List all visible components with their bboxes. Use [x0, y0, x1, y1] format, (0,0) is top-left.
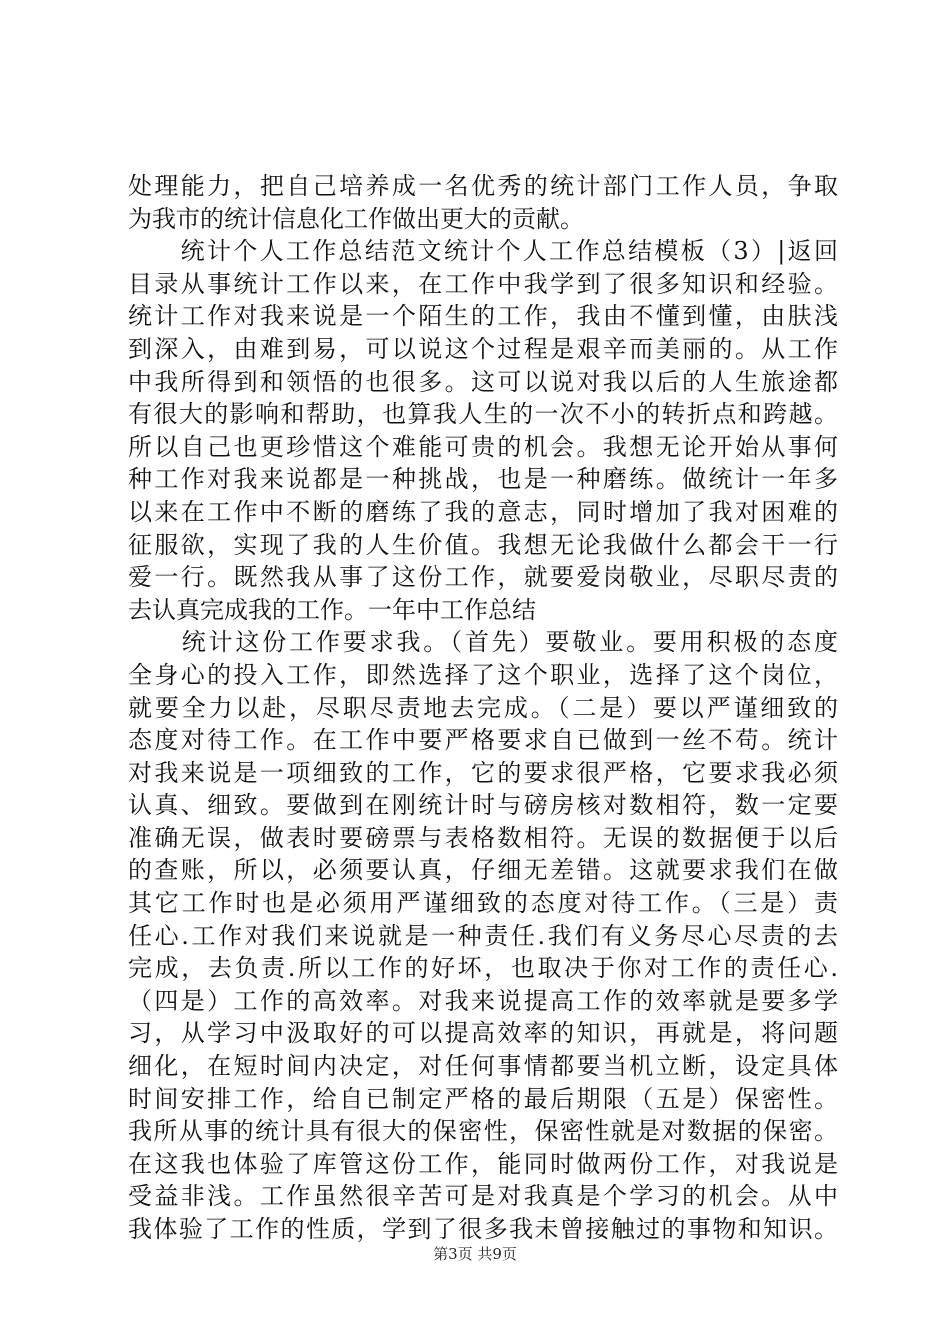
- text-line: 去认真完成我的工作。一年中工作总结: [128, 595, 536, 624]
- text-line: 我体验了工作的性质，学到了很多我未曾接触过的事物和知识。: [128, 1215, 838, 1243]
- text-line: 全身心的投入工作，即然选择了这个职业，选择了这个岗位，: [128, 660, 838, 689]
- text-line: 我所从事的统计具有很大的保密性，保密性就是对数据的保密。: [128, 1117, 838, 1146]
- text-line: 细化，在短时间内决定，对任何事情都要当机立断，设定具体: [128, 1052, 838, 1081]
- text-line: 受益非浅。工作虽然很辛苦可是对我真是个学习的机会。从中: [128, 1182, 838, 1211]
- text-line: 处理能力，把自己培养成一名优秀的统计部门工作人员，争取: [128, 172, 838, 200]
- text-line: 态度对待工作。在工作中要严格要求自已做到一丝不苟。统计: [128, 726, 838, 755]
- text-line: 其它工作时也是必须用严谨细致的态度对待工作。（三是）责: [128, 889, 838, 918]
- text-line: 时间安排工作，给自已制定严格的最后期限（五是）保密性。: [128, 1084, 838, 1113]
- text-line: 认真、细致。要做到在刚统计时与磅房核对数相符，数一定要: [128, 791, 838, 820]
- text-line: 统计这份工作要求我。（首先）要敬业。要用积极的态度: [128, 628, 838, 657]
- text-line: 在这我也体验了库管这份工作，能同时做两份工作，对我说是: [128, 1149, 838, 1178]
- text-line: 所以自己也更珍惜这个难能可贵的机会。我想无论开始从事何: [128, 432, 838, 461]
- body-text: [128, 170, 838, 1246]
- text-line: 到深入，由难到易，可以说这个过程是艰辛而美丽的。从工作: [128, 334, 838, 363]
- text-line: 完成，去负责.所以工作的好坏，也取决于你对工作的责任心.: [128, 954, 838, 983]
- text-line: 对我来说是一项细致的工作，它的要求很严格，它要求我必须: [128, 758, 838, 787]
- text-line: 为我市的统计信息化工作做出更大的贡献。: [128, 204, 584, 233]
- text-line: 的查账，所以，必须要认真，仔细无差错。这就要求我们在做: [128, 856, 838, 885]
- text-line: 习，从学习中汲取好的可以提高效率的知识，再就是，将问题: [128, 1019, 838, 1048]
- text-line: 征服欲，实现了我的人生价值。我想无论我做什么都会干一行: [128, 530, 838, 559]
- text-line: （四是）工作的高效率。对我来说提高工作的效率就是要多学: [128, 986, 838, 1015]
- text-line: 统计个人工作总结范文统计个人工作总结模板（3）|返回: [128, 237, 838, 266]
- text-line: 任心.工作对我们来说就是一种责任.我们有义务尽心尽责的去: [128, 921, 838, 950]
- text-line: 有很大的影响和帮助，也算我人生的一次不小的转折点和跨越。: [128, 400, 838, 429]
- text-line: 爱一行。既然我从事了这份工作，就要爱岗敬业，尽职尽责的: [128, 563, 838, 592]
- text-line: 统计工作对我来说是一个陌生的工作，我由不懂到懂，由肤浅: [128, 302, 838, 331]
- text-line: 种工作对我来说都是一种挑战，也是一种磨练。做统计一年多: [128, 465, 838, 494]
- text-line: 中我所得到和领悟的也很多。这可以说对我以后的人生旅途都: [128, 367, 838, 396]
- text-line: 以来在工作中不断的磨练了我的意志，同时增加了我对困难的: [128, 497, 838, 526]
- page-number-footer: 第3页 共9页: [433, 1245, 517, 1263]
- text-line: 目录从事统计工作以来，在工作中我学到了很多知识和经验。: [128, 269, 838, 298]
- text-line: 准确无误，做表时要磅票与表格数相符。无误的数据便于以后: [128, 823, 838, 852]
- text-line: 就要全力以赴，尽职尽责地去完成。（二是）要以严谨细致的: [128, 693, 838, 722]
